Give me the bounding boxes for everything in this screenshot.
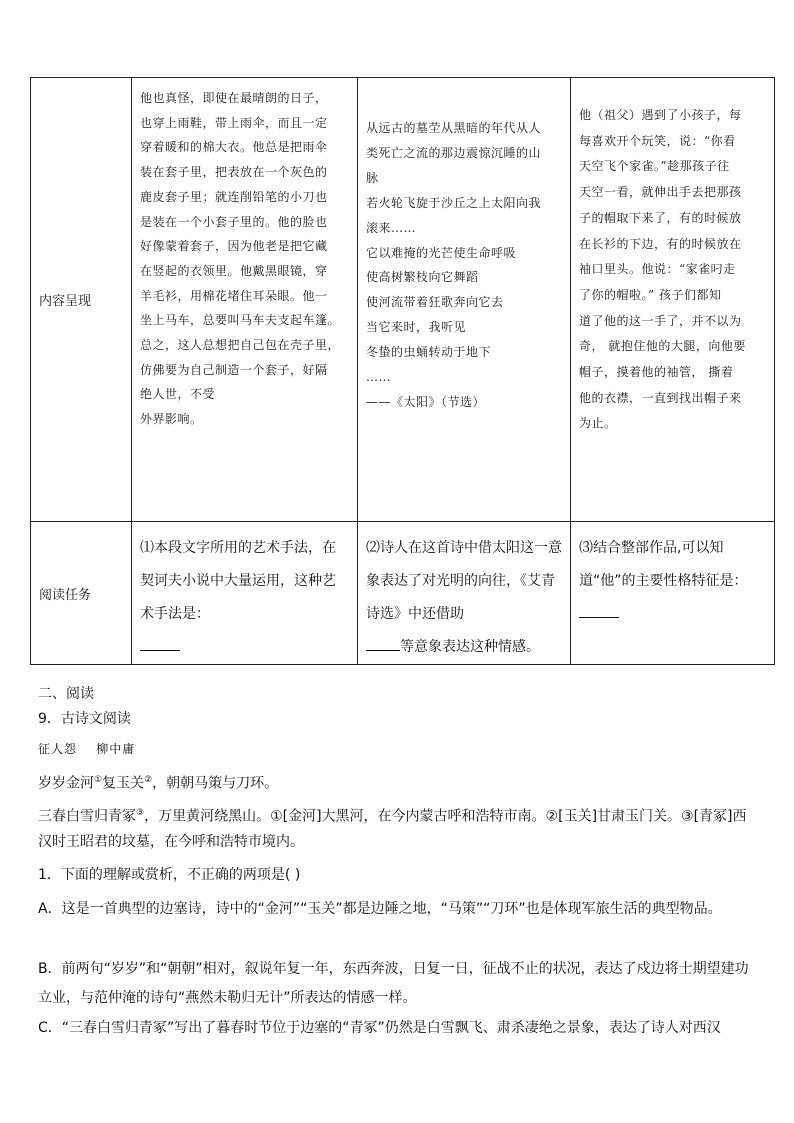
- poem-title: 征人怨: [38, 742, 78, 756]
- excerpt-2-line: 冬蛰的虫蛹转动于地下: [366, 345, 492, 360]
- task-text-1: ⑴本段文字所用的艺术手法，在契诃夫小说中大量运用，这种艺术手法是：: [132, 522, 357, 664]
- excerpt-2-line: ——《太阳》（节选）: [366, 394, 486, 409]
- excerpt-text-3: [571, 78, 774, 437]
- poem-author: 柳中庸: [96, 742, 136, 756]
- excerpt-3-line: 了你的帽啦。” 孩子们都知: [579, 287, 722, 302]
- option-b: B．前两句“岁岁”和“朝朝”相对，叙说年复一年，东西奔波，日复一日，征战不止的状况，表达了戍边将士期望建功立业，与范仲淹的诗句“燕然未勒归无计”所表达的情感一样。: [38, 961, 749, 1006]
- section-heading: 二、阅读: [38, 686, 94, 702]
- excerpt-1-line: 绝人世，不受: [140, 387, 216, 402]
- excerpt-3-line: 他（祖父）遇到了小孩子，每: [579, 108, 742, 122]
- excerpt-3-line: 他的衣襟，一直到找出帽子来: [579, 390, 742, 405]
- excerpt-1-line: 也穿上雨鞋，带上雨伞，而且一定: [140, 115, 328, 130]
- excerpt-3-line: 在长衫的下边，有的时候放在: [579, 236, 742, 251]
- excerpt-1-line: 装在套子里，把表放在一个灰色的: [140, 165, 328, 180]
- task-text-2: ⑵诗人在这首诗中借太阳这一意象表达了对光明的向往，《艾青诗选》中还借助 等意象表达这种情感。: [366, 540, 562, 655]
- excerpt-2-line: 脉: [366, 170, 379, 185]
- excerpt-1-line: 羊毛衫，用棉花堵住耳朵眼。他一: [140, 288, 328, 303]
- excerpt-3-line: 每喜欢开个玩笑，说：“你看: [579, 133, 736, 148]
- content-row: [31, 78, 775, 522]
- excerpt-2-line: 使河流带着狂歌奔向它去: [366, 295, 504, 310]
- excerpt-1-line: 仿佛要为自己制造一个套子，好隔: [140, 362, 328, 377]
- reading-table: [30, 77, 775, 665]
- task-row: [31, 522, 775, 665]
- excerpt-2-line: 它以难掩的光芒使生命呼吸: [366, 245, 517, 260]
- excerpt-1-line: 在竖起的衣领里。他戴黑眼镜，穿: [140, 263, 328, 278]
- answer-blank-2[interactable]: [366, 636, 400, 651]
- excerpt-1-line: 他也真怪，即使在最晴朗的日子，: [140, 91, 328, 105]
- excerpt-1-line: 是装在一个小套子里的。他的脸也: [140, 214, 328, 229]
- excerpt-1-line: 外界影响。: [140, 412, 203, 427]
- question-1: 1．下面的理解或赏析，不正确的两项是( ): [38, 867, 301, 883]
- poem-line-1: 岁岁金河①复玉关②，朝朝马策与刀环。: [38, 775, 279, 792]
- excerpt-1-line: 穿着暖和的棉大衣。他总是把雨伞: [140, 140, 328, 155]
- excerpt-2-line: 滚来……: [366, 220, 417, 235]
- row-header-content: 内容呈现: [31, 78, 132, 522]
- excerpt-3-line: 道了他的这一手了，并不以为: [579, 313, 742, 328]
- excerpt-cell-1: [132, 78, 358, 522]
- excerpt-3-line: 奇， 就抱住他的大腿，向他要: [579, 339, 746, 354]
- excerpt-cell-2: [358, 78, 571, 522]
- excerpt-3-line: 袖口里头。他说：“家雀叼走: [579, 262, 736, 277]
- excerpt-1-line: 坐上马车，总要叫马车夫支起车篷。: [140, 313, 341, 328]
- excerpt-2-line: 类死亡之流的那边震惊沉睡的山: [366, 145, 542, 160]
- option-a: A．这是一首典型的边塞诗，诗中的“金河”“玉关”都是边陲之地，“马策”“刀环”也是体现军旅生活的典型物品。: [38, 901, 722, 917]
- task-text-3: ⑶结合整部作品,可以知道“他”的主要性格特征是：: [571, 522, 774, 631]
- excerpt-text-2: [358, 78, 570, 415]
- excerpt-1-line: 好像蒙着套子，因为他老是把它藏: [140, 239, 328, 254]
- excerpt-3-line: 天空一看，就伸出手去把那孩: [579, 185, 742, 200]
- excerpt-cell-3: [571, 78, 775, 522]
- answer-blank-3[interactable]: [579, 603, 619, 618]
- excerpt-2-line: 当它来时，我听见: [366, 320, 467, 335]
- excerpt-2-line: 若火轮飞旋于沙丘之上太阳向我: [366, 195, 542, 210]
- excerpt-1-line: 总之，这人总想把自己包在壳子里，: [140, 338, 341, 353]
- task-cell-1: [132, 522, 358, 665]
- excerpt-3-line: 子的帽取下来了，有的时候放: [579, 210, 742, 225]
- excerpt-3-line: 帽子，摸着他的袖管， 撕着: [579, 365, 734, 380]
- excerpt-2-line: ……: [366, 370, 391, 385]
- excerpt-1-line: 鹿皮套子里；就连削铅笔的小刀也: [140, 189, 328, 204]
- excerpt-2-line: 从远古的墓茔从黑暗的年代从人: [366, 121, 542, 135]
- answer-blank-1[interactable]: [140, 636, 180, 651]
- excerpt-3-line: 为止。: [579, 416, 617, 431]
- excerpt-text-1: [132, 78, 357, 432]
- option-c: C．“三春白雪归青冢”写出了暮春时节位于边塞的“青冢”仍然是白雪飘飞、肃杀凄绝之景象，表达了诗人对西汉: [38, 1020, 721, 1036]
- poem-title-line: [38, 740, 758, 757]
- task-cell-3: [571, 522, 775, 665]
- excerpt-2-line: 使高树繁枝向它舞蹈: [366, 270, 479, 285]
- poem-line-2-and-notes: 三春白雪归青冢③，万里黄河绕黑山。①[金河]大黑河，在今内蒙古呼和浩特市南。②[玉关]甘肃玉门关。③[青冢]西汉时王昭君的坟墓，在今呼和浩特市境内。: [38, 808, 747, 850]
- task-cell-2: [358, 522, 571, 665]
- question-number: 9．古诗文阅读: [38, 711, 131, 727]
- excerpt-3-line: 天空飞个家雀。”趁那孩子往: [579, 159, 730, 174]
- row-header-task: 阅读任务: [31, 522, 132, 665]
